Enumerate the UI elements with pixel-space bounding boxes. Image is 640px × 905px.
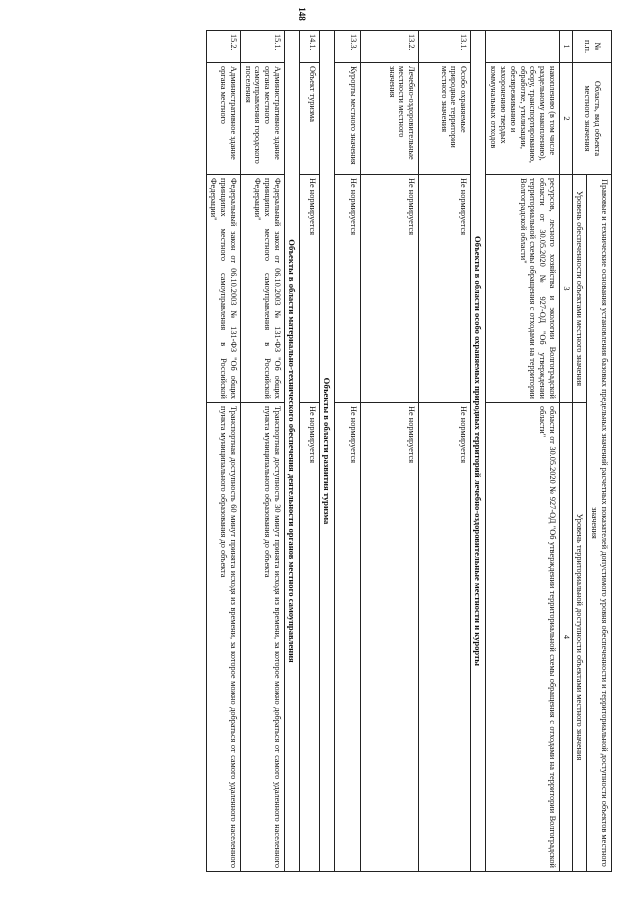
row-provision: Не нормируется	[300, 175, 320, 403]
row-object-name: Курорты местного значения	[335, 63, 361, 175]
header-legal-basis: Правовые и технические основания установления базовых предельных значений расчетных показателей допустимого уровня обеспеченности и территориальной доступности объектов местного значения	[587, 175, 612, 872]
page-number: 148	[297, 7, 307, 21]
header-provision-level: Уровень обеспеченности объектами местного значения	[572, 175, 587, 403]
row-object-name: Лечебно-оздоровительные местности местного значения	[361, 63, 419, 175]
header-index-row	[559, 31, 572, 872]
row-access: Не нормируется	[335, 403, 361, 872]
index-cell: 4	[559, 403, 572, 872]
row-number	[486, 31, 559, 63]
row-access: Транспортная доступность 60 минут принята исходя из времени, за которое можно добраться от самого удаленного населенного пункта муниципального образования до объекта	[206, 403, 240, 872]
row-object-name: Административное здание органа местного	[206, 63, 240, 175]
rotated-page-content	[87, 30, 612, 872]
table-row	[240, 31, 284, 872]
row-object-name: Административное здание органа местного самоуправления городского поселения	[240, 63, 284, 175]
row-number: 15.1.	[240, 31, 284, 63]
row-access: Не нормируется	[419, 403, 471, 872]
row-object-name: Объект туризма	[300, 63, 320, 175]
index-cell: 2	[559, 63, 572, 175]
header-access-level: Уровень территориальной доступности объектами местного значения	[572, 403, 587, 872]
row-access: Не нормируется	[361, 403, 419, 872]
row-number: 15.2.	[206, 31, 240, 63]
row-provision: Не нормируется	[419, 175, 471, 403]
section-heading-row	[471, 31, 486, 872]
row-provision: Не нормируется	[361, 175, 419, 403]
header-row	[587, 31, 612, 872]
table-row	[335, 31, 361, 872]
row-provision: Федеральный закон от 06.10.2003 № 131-ФЗ "Об общих принципах местного самоуправления в Российской Федерации"	[206, 175, 240, 403]
row-provision: Не нормируется	[335, 175, 361, 403]
row-number: 13.3.	[335, 31, 361, 63]
table-row	[206, 31, 240, 872]
index-cell: 3	[559, 175, 572, 403]
index-cell: 1	[559, 31, 572, 63]
row-access: Не нормируется	[300, 403, 320, 872]
header-object-type: Область, вид объекта местного значения	[572, 63, 611, 175]
section-heading-row	[284, 31, 299, 872]
row-object-name: накоплению (в том числе раздельному накоплению), сбору, транспортированию, обработке, утилизации, обезвреживанию и захоронению твердых коммунальных отходов	[486, 63, 559, 175]
header-number: № п.п.	[572, 31, 611, 63]
row-object-name: Особо охраняемые природные территории местного значения	[419, 63, 471, 175]
table-row	[486, 31, 559, 872]
row-access: области от 30.05.2020 № 927-ОД "Об утверждении территориальной схемы обращения с отходами на территории Волгоградской области"	[486, 403, 559, 872]
table-row	[361, 31, 419, 872]
section-title: Объекты в области особо охраняемых природных территорий лечебно-оздоровительные местности и курорты	[471, 31, 486, 872]
table-row	[419, 31, 471, 872]
row-number: 13.2.	[361, 31, 419, 63]
row-number: 14.1.	[300, 31, 320, 63]
section-title: Объекты в области материально-технического обеспечения деятельности органов местного самоуправления	[284, 31, 299, 872]
row-number: 13.1.	[419, 31, 471, 63]
row-provision: ресурсов, лесного хозяйства и экологии Волгоградской области от 30.05.2020 № 927-ОД "Об утверждении территориальной схемы обращения с отходами на территории Волгоградской области"	[486, 175, 559, 403]
standards-table	[206, 30, 612, 872]
row-provision: Федеральный закон от 06.10.2003 № 131-ФЗ "Об общих принципах местного самоуправления в Российской Федерации"	[240, 175, 284, 403]
row-access: Транспортная доступность 30 минут принята исходя из времени, за которое можно добраться от самого удаленного населенного пункта муниципального образования до объекта	[240, 403, 284, 872]
section-title: Объекты в области развития туризма	[320, 31, 335, 872]
section-heading-row	[320, 31, 335, 872]
table-row	[300, 31, 320, 872]
